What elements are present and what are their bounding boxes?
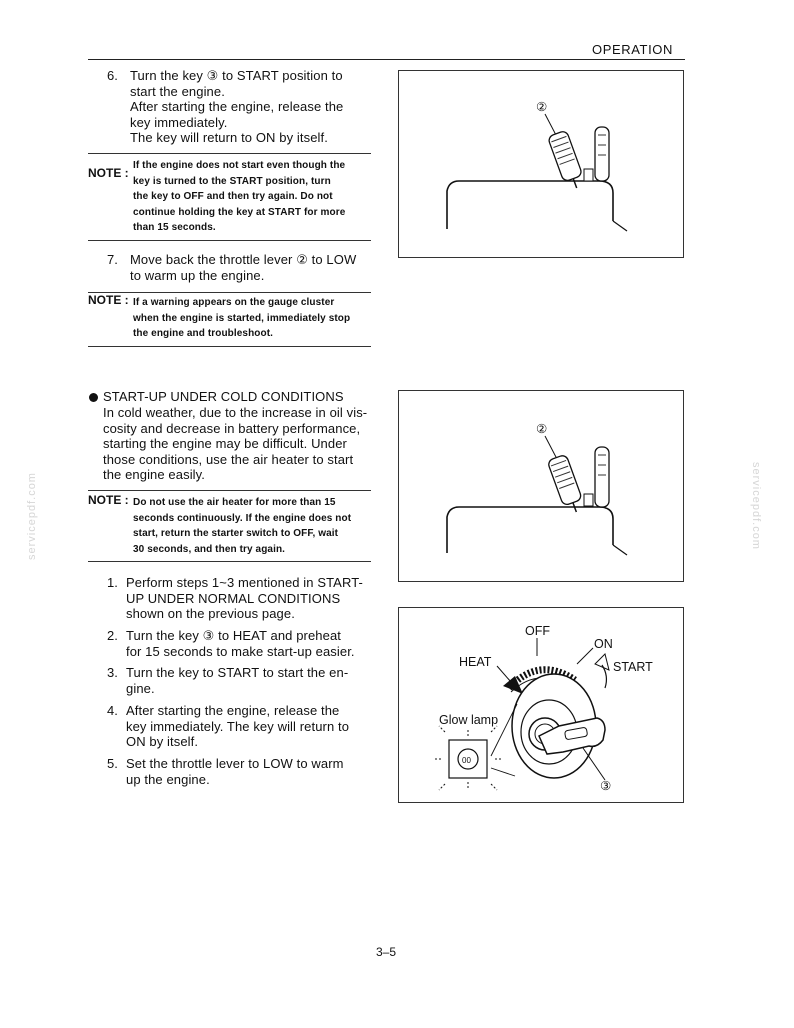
cold-step-line: Set the throttle lever to LOW to warm — [126, 756, 344, 771]
figure-throttle-lever-2 — [398, 390, 684, 582]
key-switch-icon — [399, 608, 683, 802]
cold-step-2-number: 2. — [106, 628, 118, 643]
note-3-bottom-rule — [88, 561, 371, 562]
cold-step-line: for 15 seconds to make start-up easier. — [126, 643, 355, 659]
cold-step-line: Perform steps 1~3 mentioned in START- — [126, 575, 363, 590]
step-6-text — [130, 68, 378, 146]
cold-step-line: gine. — [126, 680, 155, 696]
cold-step-line: ON by itself. — [126, 734, 199, 749]
glow-lamp-label: Glow lamp — [439, 713, 499, 727]
cold-paragraph-line: In cold weather, due to the increase in oil vis- — [103, 405, 368, 420]
switch-label-start: START — [613, 660, 653, 674]
lever-callout-label: ② — [536, 422, 548, 436]
note-3-body — [133, 495, 375, 557]
note-2-label: NOTE : — [88, 293, 129, 307]
throttle-lever-icon — [399, 391, 683, 581]
svg-text:00: 00 — [462, 756, 471, 765]
note-2-line: when the engine is started, immediately stop — [133, 312, 351, 324]
note-2-top-rule — [88, 292, 371, 293]
header-rule — [88, 59, 685, 60]
step-6-number: 6. — [106, 68, 118, 83]
watermark-right: servicepdf.com — [750, 462, 762, 550]
switch-label-heat: HEAT — [459, 655, 492, 669]
cold-step-5-number: 5. — [106, 756, 118, 771]
note-2-body — [133, 295, 375, 342]
cold-step-4-number: 4. — [106, 703, 118, 718]
step-7-text — [130, 252, 378, 283]
note-2-line: If a warning appears on the gauge cluster — [133, 297, 335, 308]
note-2-bottom-rule — [88, 346, 371, 347]
step-7-line: Move back the throttle lever ② to LOW — [130, 252, 357, 267]
note-1-bottom-rule — [88, 240, 371, 241]
page-number: 3–5 — [376, 945, 397, 959]
glow-lamp-icon — [433, 726, 503, 790]
cold-step-line: key immediately. The key will return to — [126, 718, 350, 734]
step-7-line: to warm up the engine. — [130, 267, 265, 283]
cold-step-1-number: 1. — [106, 575, 118, 590]
cold-paragraph-line: starting the engine may be difficult. Under — [103, 436, 347, 451]
step-6-line: start the engine. — [130, 83, 225, 99]
key-callout-label: ③ — [600, 779, 612, 793]
note-3-line: 30 seconds, and then try again. — [133, 543, 286, 555]
note-1-line: If the engine does not start even though the — [133, 160, 346, 171]
cold-step-line: shown on the previous page. — [126, 606, 295, 621]
watermark-left: servicepdf.com — [26, 472, 38, 560]
note-3-line: start, return the starter switch to OFF, wait — [133, 528, 339, 539]
switch-label-off: OFF — [525, 624, 550, 638]
note-3-line: Do not use the air heater for more than 15 — [133, 497, 336, 508]
cold-step-line: Turn the key ③ to HEAT and preheat — [126, 628, 341, 643]
section-title: OPERATION — [592, 42, 674, 57]
cold-step-2-text — [126, 628, 376, 659]
cold-step-1-text — [126, 575, 376, 622]
note-3-line: seconds continuously. If the engine does not — [133, 512, 352, 524]
note-1-top-rule — [88, 153, 371, 154]
cold-section-paragraph — [103, 405, 375, 483]
figure-throttle-lever-1 — [398, 70, 684, 258]
cold-step-line: After starting the engine, release the — [126, 703, 340, 718]
step-6-line: After starting the engine, release the — [130, 99, 344, 114]
bullet-icon — [89, 393, 98, 402]
note-1-line: key is turned to the START position, turn — [133, 175, 331, 187]
figure-key-switch — [398, 607, 684, 803]
cold-paragraph-line: cosity and decrease in battery performance, — [103, 420, 361, 436]
note-3-top-rule — [88, 490, 371, 491]
throttle-lever-icon — [399, 71, 683, 257]
cold-step-line: up the engine. — [126, 771, 210, 787]
note-2-line: the engine and troubleshoot. — [133, 328, 274, 339]
step-6-line: Turn the key ③ to START position to — [130, 68, 343, 83]
cold-step-line: Turn the key to START to start the en- — [126, 665, 349, 680]
step-7-number: 7. — [106, 252, 118, 267]
note-1-line: the key to OFF and then try again. Do not — [133, 191, 333, 202]
note-1-label: NOTE : — [88, 166, 129, 180]
cold-step-3-number: 3. — [106, 665, 118, 680]
cold-paragraph-line: the engine easily. — [103, 467, 206, 482]
note-1-line: than 15 seconds. — [133, 222, 216, 233]
step-6-line: key immediately. — [130, 114, 228, 130]
cold-step-4-text — [126, 703, 376, 750]
note-1-body — [133, 158, 375, 236]
cold-step-5-text — [126, 756, 376, 787]
note-3-label: NOTE : — [88, 493, 129, 507]
step-6-line: The key will return to ON by itself. — [130, 130, 328, 145]
cold-step-line: UP UNDER NORMAL CONDITIONS — [126, 590, 341, 606]
note-1-line: continue holding the key at START for more — [133, 206, 346, 218]
cold-section-heading: START-UP UNDER COLD CONDITIONS — [103, 389, 344, 404]
lever-callout-label: ② — [536, 100, 548, 114]
cold-step-3-text — [126, 665, 376, 696]
cold-paragraph-line: those conditions, use the air heater to start — [103, 451, 354, 467]
switch-label-on: ON — [594, 637, 613, 651]
